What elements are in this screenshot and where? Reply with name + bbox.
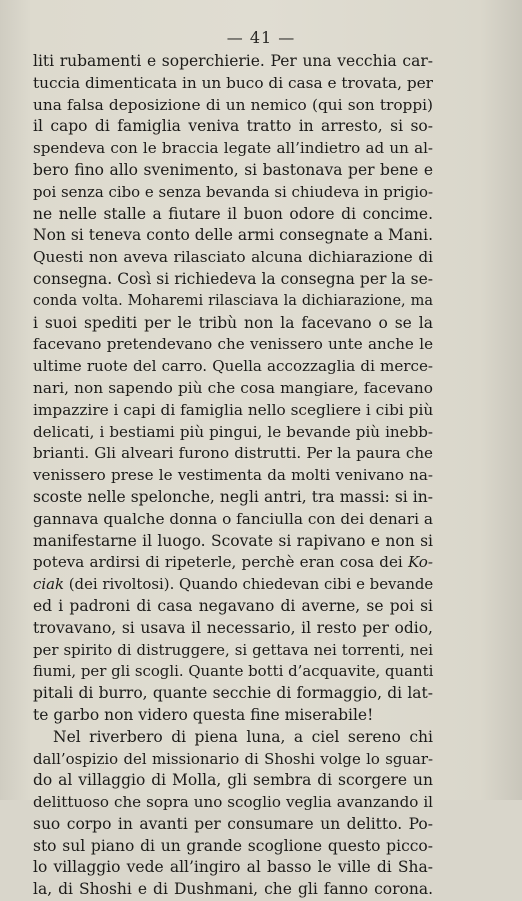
text-line: tuccia dimenticata in un buco di casa e trovata, per (33, 73, 433, 92)
text-line: Questi non aveva rilasciato alcuna dichiarazione di (33, 248, 433, 267)
text-line: liti rubamenti e soperchierie. Per una vecchia car- (33, 52, 433, 70)
text-line: venissero prese le vestimenta da molti venivano na- (33, 466, 433, 485)
text-line: trovavano, si usava il necessario, il resto per odio, (33, 618, 433, 637)
page-number: — 41 — (226, 28, 296, 47)
text-line: lo villaggio vede all’ingiro al basso le ville di Sha- (33, 858, 433, 877)
text-line: ed i padroni di casa negavano di averne, se poi si (33, 596, 433, 615)
text-line: Nel riverbero di piena luna, a ciel sereno chi (53, 727, 433, 746)
text-line: ne nelle stalle a fiutare il buon odore di concime. (33, 204, 433, 223)
text-line: do al villaggio di Molla, gli sembra di scorgere un (33, 771, 433, 790)
text-line: sto sul piano di un grande scoglione questo picco- (33, 836, 433, 855)
text-line: manifestarne il luogo. Scovate si rapivano e non si (33, 531, 433, 550)
text-line: facevano pretendevano che venissero unte anche le (33, 335, 433, 354)
text-line: impazzire i capi di famiglia nello scegliere i cibi più (33, 400, 434, 419)
text-line: gannava qualche donna o fanciulla con dei denari a (33, 509, 433, 528)
text-line: per spirito di distruggere, si gettava nei torrenti, nei (33, 640, 433, 659)
text-line: delicati, i bestiami più pingui, le bevande più inebb- (33, 422, 433, 441)
text-line: pitali di burro, quante secchie di formaggio, di lat- (33, 684, 433, 703)
text-line: il capo di famiglia veniva tratto in arresto, si so- (33, 117, 433, 136)
body-text (33, 51, 433, 901)
text-line: fiumi, per gli scogli. Quante botti d’acquavite, quanti (33, 662, 434, 681)
text-line: bero fino allo svenimento, si bastonava per bene e (33, 160, 433, 179)
text-line: te garbo non videro questa fine miserabile! (33, 705, 374, 724)
text-line: Non si teneva conto delle armi consegnate a Mani. (33, 226, 433, 245)
text-line (33, 574, 433, 596)
text-line: spendeva con le braccia legate all’indietro ad un al- (33, 139, 433, 158)
text-line: delittuoso che sopra uno scoglio veglia avanzando il (33, 793, 433, 812)
text-line: i suoi spediti per le tribù non la facevano o se la (33, 313, 433, 332)
text-line: suo corpo in avanti per consumare un delitto. Po- (33, 814, 433, 833)
text-run: poteva ardirsi di ripeterle, perchè eran cosa dei (33, 553, 408, 572)
text-line (33, 552, 433, 574)
text-line: conda volta. Moharemi rilasciava la dichiarazione, ma (33, 292, 433, 309)
text-line: una falsa deposizione di un nemico (qui son troppi) (33, 95, 433, 114)
italic-word: ciak (33, 575, 65, 594)
text-line: scoste nelle spelonche, negli antri, tra massi: si in- (33, 487, 433, 506)
text-line: brianti. Gli alveari furono distrutti. Per la paura che (33, 444, 433, 463)
text-line: consegna. Così si richiedeva la consegna per la se- (33, 269, 433, 288)
text-line: ultime ruote del carro. Quella accozzaglia di merce- (33, 357, 433, 376)
text-line: la, di Shoshi e di Dushmani, che gli fanno corona. (33, 880, 433, 899)
text-run: (dei rivoltosi). Quando chiedevan cibi e bevande (64, 575, 434, 594)
text-line: dall’ospizio del missionario di Shoshi volge lo sguar- (33, 749, 433, 768)
italic-word: Ko- (407, 553, 433, 572)
text-line: nari, non sapendo più che cosa mangiare, facevano (33, 378, 433, 397)
text-line: poi senza cibo e senza bevanda si chiudeva in prigio- (33, 182, 433, 201)
